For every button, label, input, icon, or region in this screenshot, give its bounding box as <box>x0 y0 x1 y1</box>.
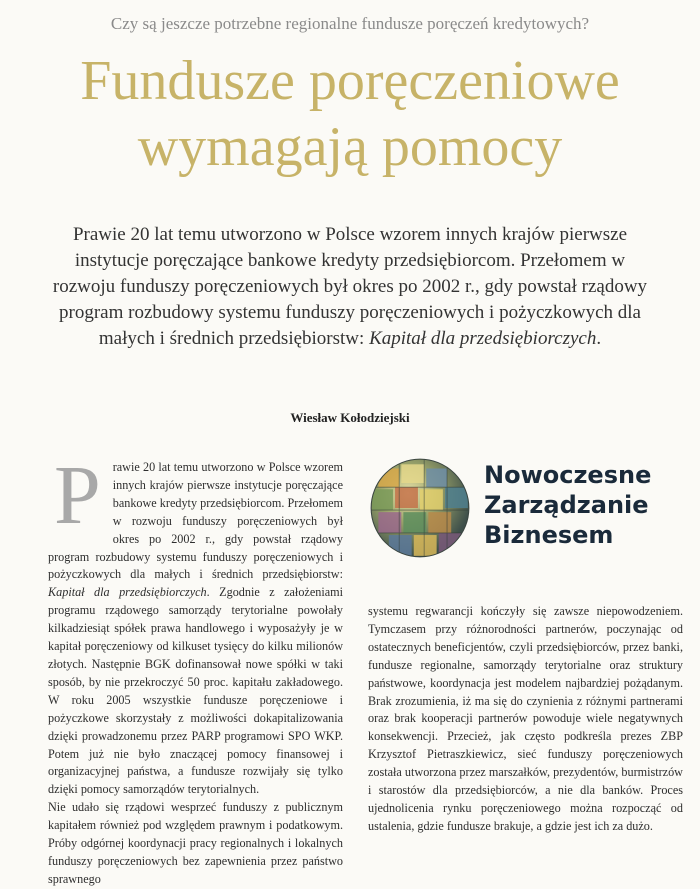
body-text-1: rawie 20 lat temu utworzono w Polsce wzorem innych krajów pierwsze instytucje poręczające bankowe kredyty przedsiębiorcom. Przełomem w rozwoju funduszy poręczeniowych był okres po 2002 r., gdy powstał rządowy program rozbudowy systemu funduszy poręczeniowych i pożyczkowych dla małych i średnich przedsiębiorstw: <box>48 460 343 582</box>
brand-name <box>484 460 651 550</box>
body-column-right <box>368 603 683 836</box>
brand-line-2: Zarządzanie <box>484 491 649 519</box>
article-kicker: Czy są jeszcze potrzebne regionalne fundusze poręczeń kredytowych? <box>110 14 590 33</box>
body-italic: Kapitał dla przedsiębiorczych <box>48 585 207 600</box>
lead-text: Prawie 20 lat temu utworzono w Polsce wzorem innych krajów pierwsze instytucje poręczające bankowe kredyty przedsiębiorcom. Przełomem w rozwoju funduszy poręczeniowych był okres po 2002 r., gdy powstał rządowy program rozbudowy systemu funduszy poręczeniowych i pożyczkowych dla małych i średnich przedsiębiorstw: <box>52 224 648 349</box>
article-lead <box>50 222 650 352</box>
article-title <box>0 48 700 180</box>
puzzle-globe-icon <box>368 456 472 560</box>
lead-italic: Kapitał dla przedsiębiorczych <box>369 328 597 349</box>
author-byline: Wiesław Kołodziejski <box>290 410 410 425</box>
body-text-2: . Zgodnie z założeniami programu rządowego samorządy terytorialne powołały kilkadziesiąt spółek prawa handlowego i wyposażyły je w kapitał poręczeniowy od kilkuset tysięcy do kilku milionów złotych. Następnie BGK dofinansował nowe spółki w taki sposób, by nie przekroczyć 50 proc. kapitału zakładowego. W roku 2005 wszystkie fundusze poręczeniowe i pożyczkowe skorzystały z możliwości dokapitalizowania dzięki prowadzonemu przez PARP programowi SPO WKP. Potem już nie było znaczącej pomocy finansowej i organizacyjnej państwa, a fundusze rozwijały się tylko dzięki pomocy samorządów terytorialnych. <box>48 585 343 797</box>
body-column-left <box>48 449 343 889</box>
lead-end: . <box>596 328 602 349</box>
body-text-right: systemu regwarancji kończyły się zawsze niepowodzeniem. Tymczasem przy różnorodności partnerów, poczynając od ostatecznych beneficjentów, czyli przedsiębiorców, przez banki, fundusze regionalne, samorządy terytorialne oraz struktury państwowe, koordynacja jest modelem najbardziej pożądanym. Brak zrozumienia, iż ma się do czynienia z różnymi partnerami oraz brak kooperacji partnerów powoduje wiele negatywnych konsekwencji. Przecież, jak często podkreśla prezes ZBP Krzysztof Pietraszkiewicz, sieć funduszy poręczeniowych została utworzona przez marszałków, prezydentów, burmistrzów i starostów dla przedsiębiorców, a nie dla banków. Proces ujednolicenia rynku poręczeniowego można rozpocząć od ustalenia, gdzie fundusze brakuje, a gdzie jest ich za dużo. <box>368 604 683 833</box>
brand-line-1: Nowoczesne <box>484 461 652 489</box>
drop-cap: P <box>54 449 101 542</box>
title-line-1: Fundusze poręczeniowe <box>80 50 620 112</box>
brand-line-3: Biznesem <box>484 521 614 549</box>
body-text-3: Nie udało się rządowi wesprzeć funduszy z publicznym kapitałem również pod względem prawnym i podatkowym. Próby odgórnej koordynacji pracy regionalnych i lokalnych funduszy poręczeniowych bez zapewnienia przez państwo sprawnego <box>48 800 343 886</box>
title-line-2: wymagają pomocy <box>137 116 563 178</box>
brand-logo <box>368 452 688 582</box>
